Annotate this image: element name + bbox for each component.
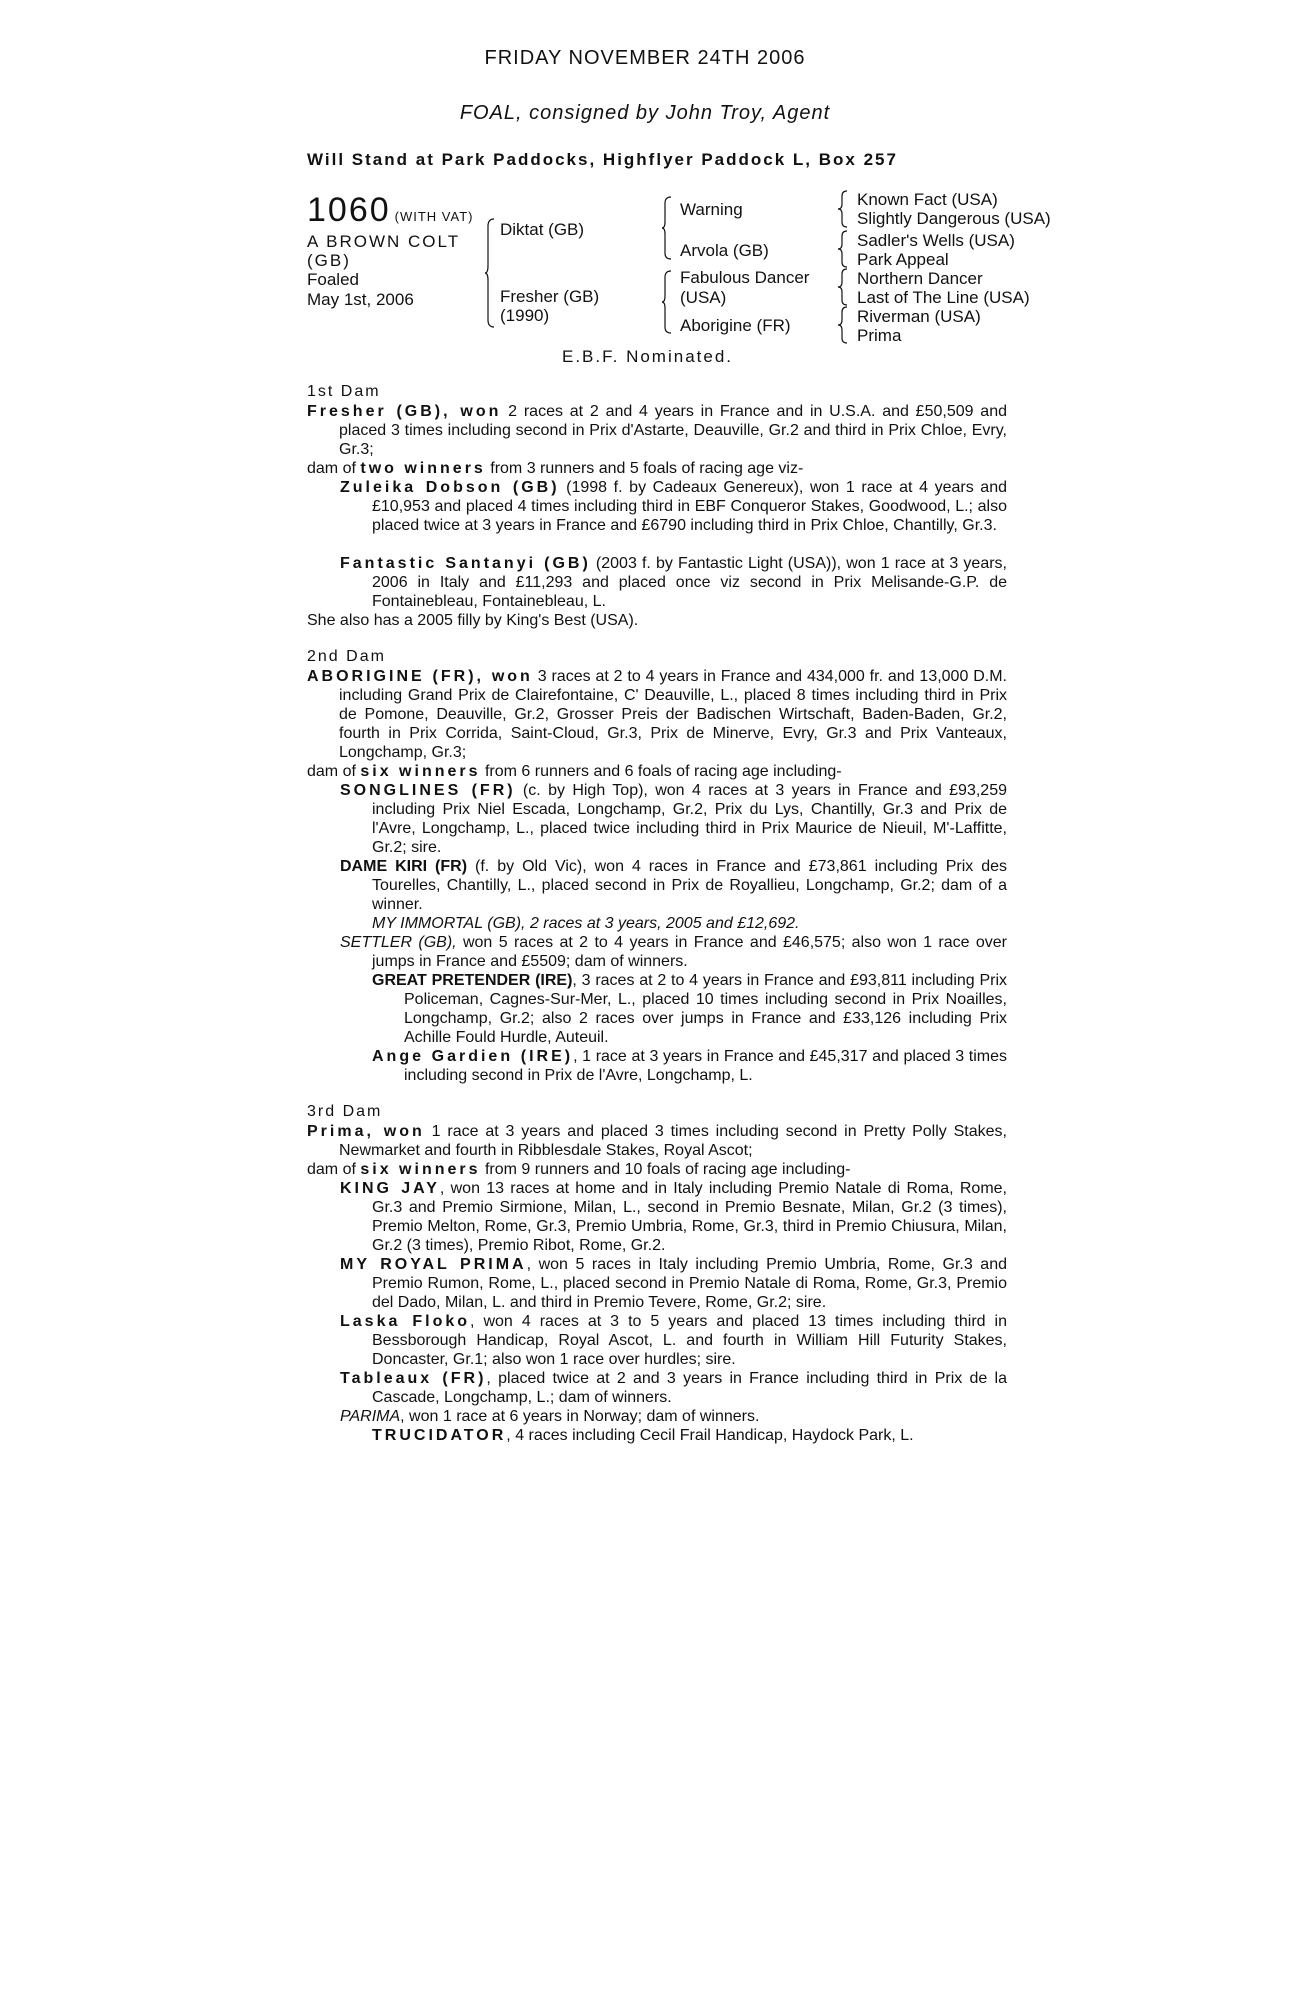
horse-record: , won 4 races at 3 to 5 years and placed 13 times including third in Bessborough Handicap, Royal Ascot, L. and fourth in William Hill Futurity Stakes, Doncaster, Gr.1; also won 1 race over hurdles; sire.	[372, 1313, 1007, 1368]
gp-brace-1	[838, 190, 848, 233]
brace-shape	[485, 218, 495, 328]
horse-name: MY ROYAL PRIMA	[340, 1256, 527, 1273]
produce-entry	[340, 1407, 1007, 1426]
gp-brace-3	[838, 268, 848, 311]
ped-gp-2: Slightly Dangerous (USA)	[857, 209, 1051, 228]
dam-record-text: 2 races at 2 and 4 years in France and in U.S.A. and £50,509 and placed 3 times including second in Prix d'Astarte, Deauville, Gr.2 and third in Prix Chloe, Evry, Gr.3;	[339, 403, 1007, 458]
horse-record: , 1 race at 3 years in France and £45,317 and placed 3 times including second in Prix de l'Avre, Longchamp, L.	[404, 1048, 1007, 1084]
third-dam-record	[307, 1122, 1007, 1160]
horse-name: Ange Gardien (IRE)	[372, 1048, 574, 1065]
winners-count: six winners	[360, 1161, 481, 1178]
ped-sire: Diktat (GB)	[500, 220, 585, 239]
horse-record: (1998 f. by Cadeaux Genereux), won 1 race at 4 years and £10,953 and placed 4 times including third in EBF Conqueror Stakes, Goodwood, L.; also placed twice at 3 years in France and £6790 including third in Prix Chloe, Chantilly, Gr.3.	[372, 479, 1007, 534]
dam-brace	[485, 328, 495, 346]
horse-name: Fantastic Santanyi (GB)	[340, 555, 591, 572]
brace-shape	[662, 270, 672, 334]
second-dam-produce-summary	[307, 762, 975, 781]
produce-entry	[340, 554, 1007, 611]
ped-gp-3: Sadler's Wells (USA)	[857, 231, 1015, 250]
lot-description-2: (GB)	[307, 251, 351, 270]
second-dam-record	[307, 667, 1007, 762]
horse-record: , placed twice at 2 and 3 years in France including third in Prix de la Cascade, Longchamp, L.; dam of winners.	[372, 1370, 1007, 1406]
horse-record: (f. by Old Vic), won 4 races in France and £73,861 including Prix des Tourelles, Chantilly, L., placed second in Prix de Royallieu, Longchamp, Gr.2; dam of a winner.	[372, 858, 1008, 913]
horse-record: (c. by High Top), won 4 races at 3 years in France and £93,259 including Prix Niel Escada, Longchamp, Gr.2, Prix du Lys, Chantilly, Gr.3 and Prix de l'Avre, Longchamp, L., placed twice including third in Prix Maurice de Nieuil, M'-Laffitte, Gr.2; sire.	[372, 782, 1007, 856]
ped-gp-1: Known Fact (USA)	[857, 190, 998, 209]
produce-entry	[340, 933, 1007, 971]
produce-entry	[340, 1255, 1007, 1312]
produce-entry	[340, 781, 1007, 857]
horse-name: GREAT PRETENDER (IRE)	[372, 972, 573, 989]
ped-dam-sire-2: (USA)	[680, 288, 727, 307]
horse-record: , won 1 race at 6 years in Norway; dam of winners.	[400, 1408, 760, 1425]
horse-name: Laska Floko	[340, 1313, 471, 1330]
dam-record-text: 1 race at 3 years and placed 3 times including second in Pretty Polly Stakes, Newmarket and fourth in Ribblesdale Stakes, Royal Ascot;	[339, 1123, 1007, 1159]
ebf-nominated: E.B.F. Nominated.	[562, 347, 734, 366]
produce-entry	[372, 971, 1007, 1047]
summary-lead: dam of	[307, 460, 361, 477]
sire-parents-brace	[662, 196, 672, 265]
third-dam-produce-summary	[307, 1160, 975, 1179]
vat-note: (WITH VAT)	[394, 209, 474, 224]
horse-name: SONGLINES (FR)	[340, 782, 516, 799]
horse-name: Zuleika Dobson (GB)	[340, 479, 560, 496]
ped-dam-dam: Aborigine (FR)	[680, 316, 791, 335]
gp-brace-4	[838, 306, 848, 349]
produce-entry	[372, 1426, 1007, 1445]
sire-brace	[485, 218, 495, 333]
first-dam-footnote: She also has a 2005 filly by King's Best (USA).	[307, 612, 639, 629]
horse-name: Tableaux (FR)	[340, 1370, 487, 1387]
produce-entry	[340, 1312, 1007, 1369]
horse-record: won 5 races at 2 to 4 years in France and £46,575; also won 1 race over jumps in France and £5509; dam of winners.	[372, 934, 1007, 970]
winners-count: two winners	[360, 460, 486, 477]
ped-sire-dam: Arvola (GB)	[680, 241, 769, 260]
lot-number-block	[307, 191, 473, 230]
horse-name: SETTLER (GB),	[340, 934, 457, 951]
dam-record-text: 3 races at 2 to 4 years in France and 434,000 fr. and 13,000 D.M. including Grand Prix de Clairefontaine, C' Deauville, L., placed 8 times including third in Prix de Pomone, Deauville, Gr.2, Grosser Preis der Badischen Wirtschaft, Baden-Baden, Gr.2, fourth in Prix Corrida, Saint-Cloud, Gr.3, Prix de Minerve, Evry, Gr.3 and Prix Vanteaux, Longchamp, Gr.3;	[339, 668, 1007, 761]
produce-entry	[340, 857, 1007, 914]
horse-record: , won 5 races in Italy including Premio Umbria, Rome, Gr.3 and Premio Rumon, Rome, L., placed second in Premio Natale di Roma, Rome, Gr.3, Premio del Dado, Milan, L. and third in Premio Tevere, Rome, Gr.2; sire.	[372, 1256, 1007, 1311]
dam-name: Prima, won	[307, 1123, 425, 1140]
stand-location: Will Stand at Park Paddocks, Highflyer Paddock L, Box 257	[307, 150, 898, 169]
winners-count: six winners	[360, 763, 481, 780]
first-dam-record	[307, 402, 1007, 459]
horse-record: , 4 races including Cecil Frail Handicap, Haydock Park, L.	[506, 1427, 914, 1444]
ped-dam-1: Fresher (GB)	[500, 287, 600, 306]
dam-name: ABORIGINE (FR), won	[307, 668, 533, 685]
dam-name: Fresher (GB), won	[307, 403, 502, 420]
gp-brace-2	[838, 230, 848, 273]
ped-dam-sire-1: Fabulous Dancer	[680, 268, 810, 287]
ped-gp-6: Last of The Line (USA)	[857, 288, 1030, 307]
foaled-date: May 1st, 2006	[307, 290, 414, 309]
produce-entry	[340, 478, 1007, 535]
horse-name: TRUCIDATOR	[372, 1427, 507, 1444]
ped-gp-5: Northern Dancer	[857, 269, 983, 288]
brace-shape	[838, 268, 848, 306]
horse-record: (2003 f. by Fantastic Light (USA)), won 1 race at 3 years, 2006 in Italy and £11,293 and placed once viz second in Prix Melisande-G.P. de Fontainebleau, Fontainebleau, L.	[372, 555, 1007, 610]
brace-shape	[662, 196, 672, 260]
horse-record: , 3 races at 2 to 4 years in France and £93,811 including Prix Policeman, Cagnes-Sur-Mer, L., placed 10 times including second in Prix Noailles, Longchamp, Gr.2; also 2 races over jumps in France and £33,126 including Prix Achille Fould Hurdle, Auteuil.	[404, 972, 1008, 1046]
ped-gp-4: Park Appeal	[857, 250, 949, 269]
brace-shape	[838, 230, 848, 268]
first-dam-produce-summary	[307, 459, 975, 478]
ped-sire-sire: Warning	[680, 200, 743, 219]
lot-number: 1060	[307, 191, 391, 229]
first-dam-title: 1st Dam	[307, 383, 381, 400]
sale-date: FRIDAY NOVEMBER 24TH 2006	[484, 47, 806, 69]
brace-shape	[838, 190, 848, 228]
summary-tail: from 3 runners and 5 foals of racing age viz-	[485, 460, 804, 477]
brace-shape	[838, 306, 848, 344]
produce-entry	[340, 1369, 1007, 1407]
ped-dam-2: (1990)	[500, 306, 550, 325]
horse-name: DAME KIRI (FR)	[340, 858, 468, 875]
summary-lead: dam of	[307, 763, 361, 780]
consignment-line: FOAL, consigned by John Troy, Agent	[459, 102, 831, 124]
horse-name: KING JAY	[340, 1180, 440, 1197]
produce-entry: MY IMMORTAL (GB), 2 races at 3 years, 2005 and £12,692.	[372, 915, 800, 932]
horse-name: PARIMA	[340, 1408, 401, 1425]
produce-entry	[340, 1179, 1007, 1255]
ped-gp-8: Prima	[857, 326, 902, 345]
horse-record: , won 13 races at home and in Italy including Premio Natale di Roma, Rome, Gr.3 and Premio Sirmione, Milan, L., second in Premio Besnate, Milan, Gr.2 (3 times), Premio Melton, Rome, Gr.3, Premio Umbria, Rome, Gr.3, third in Premio Chiusura, Milan, Gr.2 (3 times), Premio Ribot, Rome, Gr.2.	[372, 1180, 1007, 1254]
ped-gp-7: Riverman (USA)	[857, 307, 981, 326]
lot-description-1: A BROWN COLT	[307, 232, 461, 251]
third-dam-title: 3rd Dam	[307, 1103, 383, 1120]
summary-tail: from 9 runners and 10 foals of racing age including-	[480, 1161, 851, 1178]
foaled-label: Foaled	[307, 270, 359, 289]
dam-parents-brace	[662, 270, 672, 339]
summary-tail: from 6 runners and 6 foals of racing age including-	[480, 763, 842, 780]
produce-entry	[372, 1047, 1007, 1085]
summary-lead: dam of	[307, 1161, 361, 1178]
second-dam-title: 2nd Dam	[307, 648, 386, 665]
